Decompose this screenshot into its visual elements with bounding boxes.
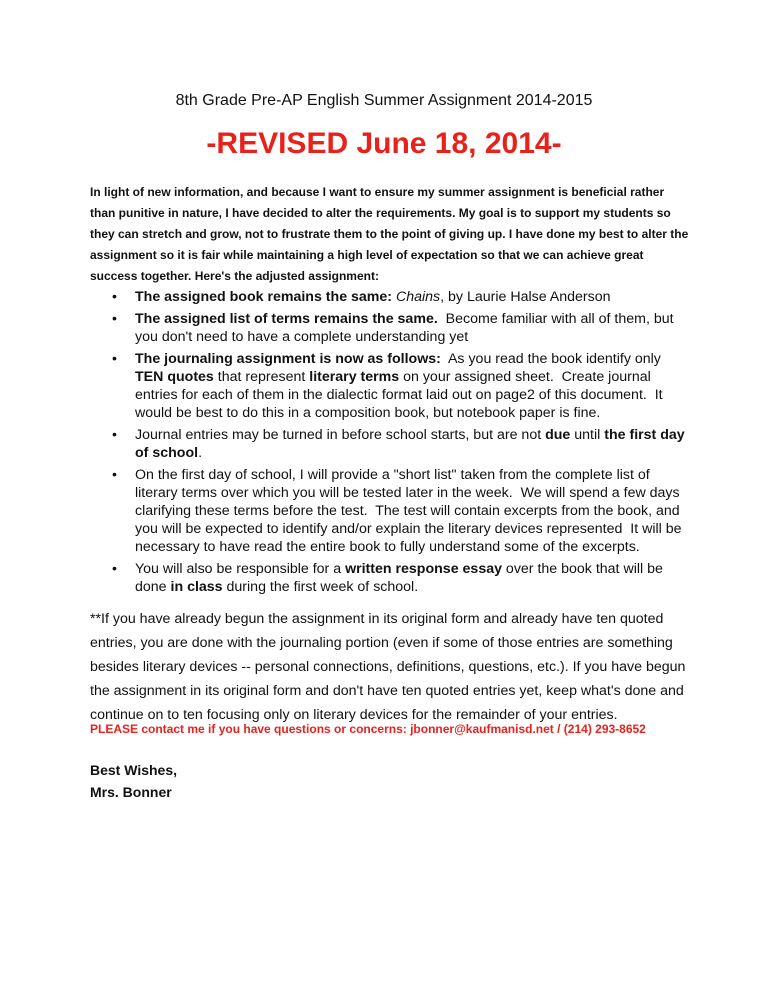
revised-heading: -REVISED June 18, 2014- [206,127,562,160]
list-item [90,350,690,422]
bullet-icon: • [112,311,117,327]
bullet-icon: • [112,427,117,443]
bullet-icon: • [112,351,117,367]
contact-line: PLEASE contact me if you have questions or concerns: jbonner@kaufmanisd.net / (214) 293-8652 [90,722,646,736]
item-bold-text: in class [170,579,223,595]
item-bold-text: The assigned book remains the same: [135,289,393,305]
note-paragraph: **If you have already begun the assignment in its original form and already have ten quoted entries, you are done with the journaling portion (even if some of those entries are something besides literary devices -- personal connections, definitions, questions, etc.). If you have begun the assignment in its original form and don't have ten quoted entries yet, keep what's done and continue on to ten focusing only on literary devices for the remainder of your entries. [90,611,686,723]
list-item [90,466,690,556]
item-bold-text: the first day of school [135,427,685,461]
item-text: during the first week of school. [222,579,419,595]
bullet-icon: • [112,561,117,577]
item-text: until [570,427,605,443]
item-text: Become familiar with all of them, but you don't need to have a complete understanding yet [135,311,678,345]
assignment-title: 8th Grade Pre-AP English Summer Assignment 2014-2015 [175,92,593,109]
item-text: on your assigned sheet. Create journal entries for each of them in the dialectic format laid out on page2 of this document. It would be best to do this in a composition book, but notebook paper is fine. [135,369,667,421]
item-text: On the first day of school, I will provide a "short list" taken from the complete list of literary terms over which you will be tested later in the week. We will spend a few days clarifying these terms before the test. The test will contain excerpts from the book, and you will be expected to identify and/or explain the literary devices represented It will be necessary to have read the entire book to fully understand some of the excerpts. [135,467,686,555]
item-bold-text: literary terms [309,369,400,385]
item-text: , by Laurie Halse Anderson [440,289,611,305]
item-bold-text: due [545,427,571,443]
bullet-icon: • [112,289,117,305]
item-text: that represent [213,369,310,385]
list-item [90,560,690,596]
intro-paragraph: In light of new information, and because I want to ensure my summer assignment is beneficial rather than punitive in nature, I have decided to alter the requirements. My goal is to support my students so they can stretch and grow, not to frustrate them to the point of giving up. I have done my best to alter the assignment so it is fair while maintaining a high level of expectation so that we can achieve great success together. Here's the adjusted assignment: [90,185,689,283]
list-item [90,426,690,462]
item-text: . [198,445,203,461]
author-name: Mrs. Bonner [90,784,172,800]
item-bold-text: written response essay [345,561,502,577]
list-item [90,310,690,346]
signature-block [90,759,690,803]
item-text: You will also be responsible for a [135,561,346,577]
item-text: over the book that will be done [135,561,667,595]
item-bold-text: The assigned list of terms remains the same. [135,311,438,327]
item-text: Journal entries may be turned in before school starts, but are not [135,427,546,443]
closing-line: Best Wishes, [90,762,178,778]
bullet-icon: • [112,467,117,483]
item-bold-text: TEN quotes [135,369,214,385]
item-bold-text: The journaling assignment is now as follows: [135,351,441,367]
list-item [90,288,690,306]
book-title: Chains [395,289,441,305]
assignment-list [90,288,690,600]
item-text: As you read the book identify only [440,351,665,367]
